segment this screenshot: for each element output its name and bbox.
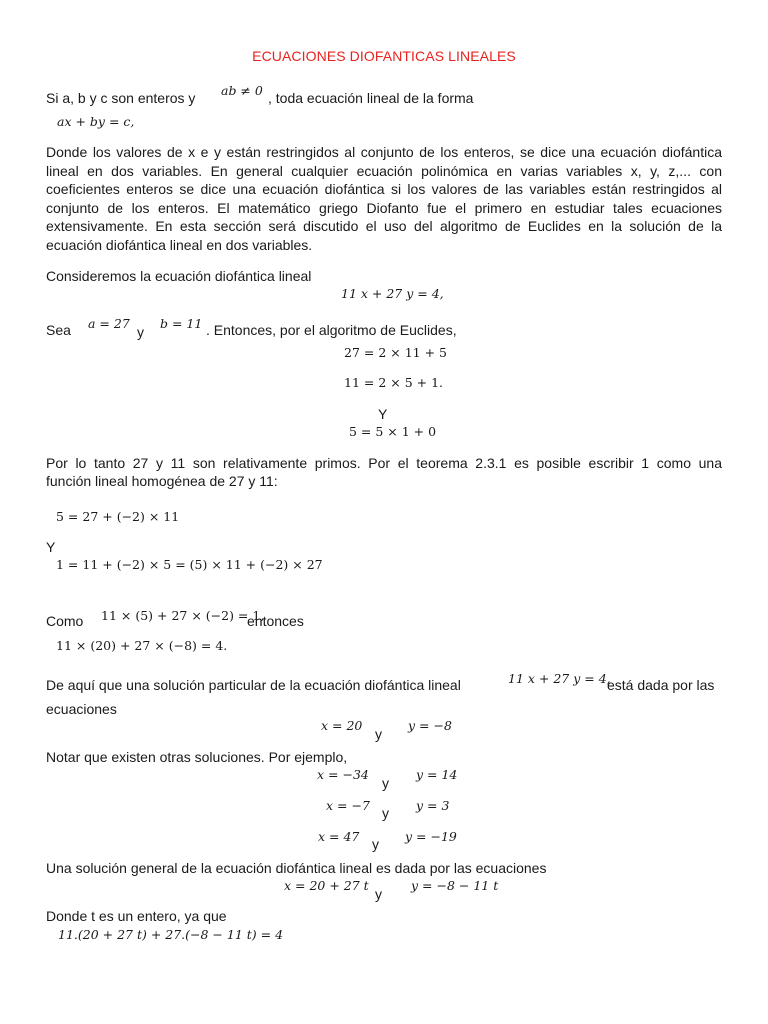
- final-text: Donde t es un entero, ya que: [46, 908, 227, 924]
- particular-text-3: ecuaciones: [46, 701, 117, 717]
- verification-equation: 11.(20 + 27 t) + 27.(−8 − 11 t) = 4: [58, 927, 284, 942]
- consider-text: Consideremos la ecuación diofántica lineal: [46, 268, 312, 284]
- document-title: ECUACIONES DIOFANTICAS LINEALES: [252, 48, 516, 64]
- main-equation: 11 x + 27 y = 4,: [341, 286, 444, 301]
- general-x: x = 20 + 27 t: [284, 878, 369, 893]
- euclid-y: Y: [378, 406, 388, 422]
- a-value: a = 27: [88, 316, 130, 331]
- euclid-step-3: 5 = 5 × 1 + 0: [349, 424, 437, 439]
- como-equation: 11 × (5) + 27 × (−2) = 1,: [101, 608, 265, 623]
- sea-text: . Entonces, por el algoritmo de Euclides,: [206, 322, 457, 338]
- other-x-3: x = 47: [318, 829, 360, 844]
- combination-y: Y: [46, 539, 56, 555]
- therefore-line-1: Por lo tanto 27 y 11 son relativamente primos. Por el teorema 2.3.1 es posible escribir 1 como una: [46, 455, 722, 471]
- como-label: Como: [46, 613, 84, 629]
- other-x-1: x = −34: [317, 767, 369, 782]
- other-y-connector-2: y: [382, 805, 389, 821]
- b-value: b = 11: [160, 316, 203, 331]
- other-y-connector-1: y: [382, 775, 389, 791]
- euclid-step-1: 27 = 2 × 11 + 5: [344, 345, 447, 360]
- intro-text: Si a, b y c son enteros y: [46, 90, 196, 106]
- entonces-text: entonces: [247, 613, 304, 629]
- euclid-step-2: 11 = 2 × 5 + 1.: [344, 375, 443, 390]
- particular-y: y = −8: [408, 718, 452, 733]
- intro-condition: ab ≠ 0: [221, 83, 263, 98]
- general-y: y = −8 − 11 t: [411, 878, 499, 893]
- combination-eq-2: 1 = 11 + (−2) × 5 = (5) × 11 + (−2) × 27: [56, 557, 323, 572]
- therefore-line-2: función lineal homogénea de 27 y 11:: [46, 473, 278, 489]
- other-y-1: y = 14: [416, 767, 458, 782]
- particular-text: De aquí que una solución particular de la ecuación diofántica lineal: [46, 677, 461, 693]
- general-y-connector: y: [375, 886, 382, 902]
- definition-paragraph: Donde los valores de x e y están restringidos al conjunto de los enteros, se dice una ecuación diofántica lineal en dos variables. En general cualquier ecuación polinómica en varias variables x, y, z,... con coeficientes enteros se dice una ecuación diofántica si los valores de las variables están restringidos al conjunto de los enteros. El matemático griego Diofanto fue el primero en estudiar tales ecuaciones extensivamente. En esta sección será discutido el uso del algoritmo de Euclides en la solución de la ecuación diofántica lineal en dos variables.: [46, 144, 722, 253]
- particular-x: x = 20: [321, 718, 363, 733]
- particular-y-connector: y: [375, 726, 382, 742]
- combination-eq-1: 5 = 27 + (−2) × 11: [56, 509, 180, 524]
- intro-text-2: , toda ecuación lineal de la forma: [268, 90, 474, 106]
- general-solution-text: Una solución general de la ecuación diofántica lineal es dada por las ecuaciones: [46, 860, 547, 876]
- other-y-3: y = −19: [405, 829, 457, 844]
- particular-equation: 11 x + 27 y = 4,: [508, 671, 611, 686]
- linear-form-equation: ax + by = c,: [57, 114, 135, 129]
- sea-label: Sea: [46, 322, 71, 338]
- y-connector: y: [137, 324, 144, 340]
- particular-text-2: está dada por las: [607, 677, 715, 693]
- other-y-connector-3: y: [372, 836, 379, 852]
- other-y-2: y = 3: [416, 798, 450, 813]
- other-x-2: x = −7: [326, 798, 370, 813]
- other-solutions-text: Notar que existen otras soluciones. Por ejemplo,: [46, 749, 348, 765]
- scaled-equation: 11 × (20) + 27 × (−8) = 4.: [56, 638, 228, 653]
